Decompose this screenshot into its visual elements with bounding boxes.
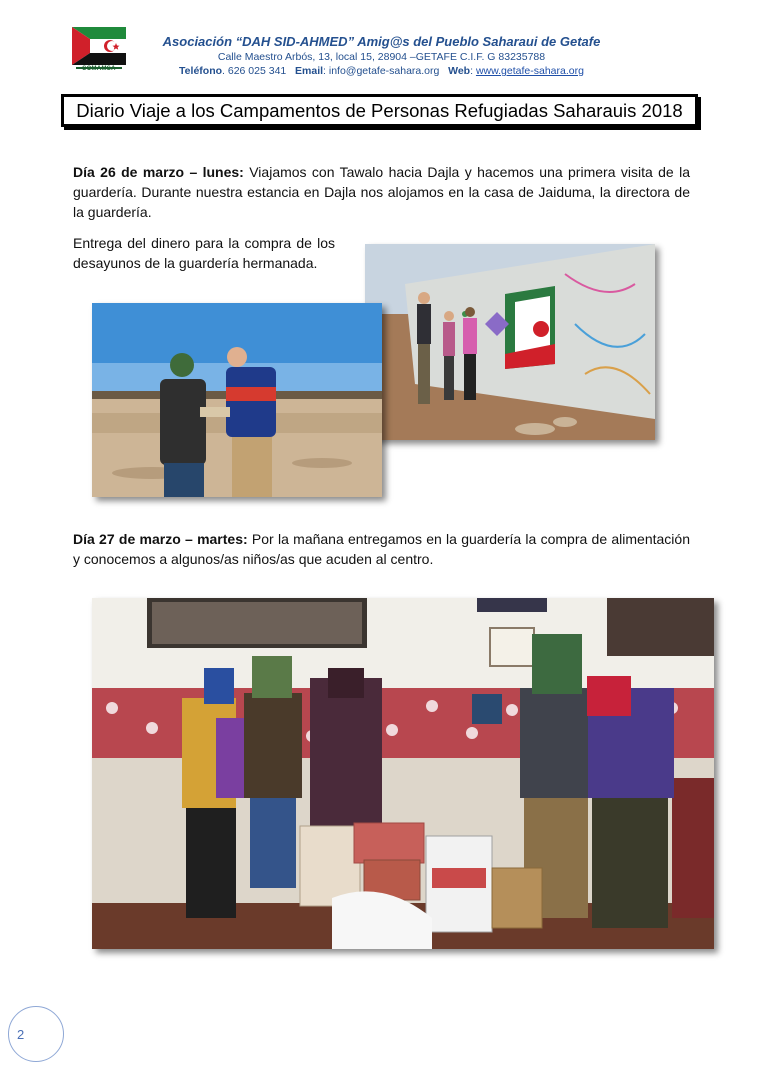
page-title-box xyxy=(61,94,698,127)
page-number: 2 xyxy=(17,1026,25,1042)
organization-name: Asociación “DAH SID-AHMED” Amig@s del Pueblo Saharaui de Getafe xyxy=(162,34,601,49)
day1-paragraph xyxy=(73,162,690,222)
email-label: Email xyxy=(295,65,324,77)
web-separator: : xyxy=(470,65,476,77)
day1-text: Viajamos con Tawalo hacia Dajla y hacemos una primera visita de la guardería. Durante nuestra estancia en Dajla nos alojamos en la casa de Jaiduma, la directora de la guardería. xyxy=(73,164,690,220)
day2-heading: Día 27 de marzo – martes: xyxy=(73,531,248,547)
page-number-badge xyxy=(8,1006,64,1062)
phone-label: Teléfono xyxy=(179,65,223,77)
day2-paragraph xyxy=(73,529,690,569)
web-label: Web xyxy=(448,65,471,77)
photo-mural-group xyxy=(365,244,655,440)
photo-food-delivery-group xyxy=(92,598,714,949)
day2-text: Por la mañana entregamos en la guardería la compra de alimentación y conocemos a algunos/as niños/as que acuden al centro. xyxy=(73,531,690,567)
email-address: : info@getafe-sahara.org xyxy=(323,65,440,77)
web-link[interactable]: www.getafe-sahara.org xyxy=(475,65,584,77)
day1-heading: Día 26 de marzo – lunes: xyxy=(73,164,244,180)
logo-caption: SOMAMSA xyxy=(82,66,116,72)
phone-number: . 626 025 341 xyxy=(222,65,287,77)
page-title: Diario Viaje a los Campamentos de Personas Refugiadas Saharauis 2018 xyxy=(76,99,683,121)
organization-address: Calle Maestro Arbós, 13, local 15, 28904 –GETAFE C.I.F. G 83235788 xyxy=(217,51,546,63)
day1-note: Entrega del dinero para la compra de los desayunos de la guardería hermanada. xyxy=(73,235,335,271)
organization-contact xyxy=(130,65,633,77)
photo-money-handover xyxy=(92,303,382,497)
